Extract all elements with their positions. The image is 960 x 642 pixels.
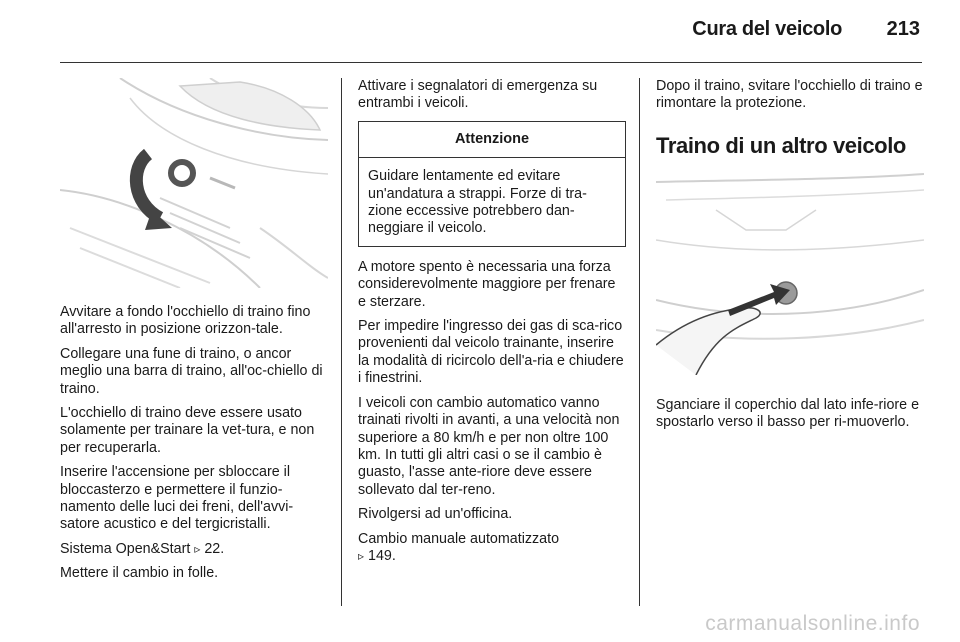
warning-text: Guidare lentamente ed evitare un'andatura a strappi. Forze di tra-zione eccessive potrebbero dan-neggiare il veicolo. bbox=[368, 168, 587, 237]
paragraph: Attivare i segnalatori di emergenza su entrambi i veicoli. bbox=[358, 78, 598, 112]
paragraph: L'occhiello di traino deve essere usato solamente per trainare la vet-tura, e non per recuperarla. bbox=[60, 405, 315, 456]
tow-eye-illustration bbox=[60, 78, 328, 288]
paragraph: Inserire l'accensione per sbloccare il bloccasterzo e permettere il funzio-namento delle luci dei freni, dell'avvi-satore acustico e del tergicristalli. bbox=[60, 464, 294, 533]
page-title: Cura del veicolo bbox=[692, 18, 842, 40]
column-left bbox=[60, 304, 328, 590]
page-reference-icon: ▹ bbox=[194, 541, 201, 556]
column-right bbox=[656, 78, 924, 439]
reference-page-link[interactable]: 22. bbox=[204, 540, 225, 557]
paragraph: I veicoli con cambio automatico vanno trainati rivolti in avanti, a una velocità non superiore a 80 km/h e per non oltre 100 km. In tutti gli altri casi o se il cambio è guasto, l'asse ante-riore deve essere sollevato dal ter-reno. bbox=[358, 394, 620, 498]
column-middle bbox=[358, 78, 626, 572]
paragraph: Mettere il cambio in folle. bbox=[60, 565, 219, 582]
page-number: 213 bbox=[886, 18, 920, 40]
reference-page-link[interactable]: 149. bbox=[368, 547, 396, 564]
warning-box bbox=[358, 121, 626, 247]
paragraph: Dopo il traino, svitare l'occhiello di traino e rimontare la protezione. bbox=[656, 78, 923, 112]
warning-heading: Attenzione bbox=[359, 122, 625, 158]
paragraph: A motore spento è necessaria una forza considerevolmente maggiore per frenare e sterzare. bbox=[358, 258, 616, 310]
page-reference-icon: ▹ bbox=[358, 548, 365, 563]
paragraph: Per impedire l'ingresso dei gas di sca-rico provenienti dal veicolo trainante, inserire la modalità di ricircolo dell'a-ria e chiudere i finestrini. bbox=[358, 318, 624, 387]
column-divider-left bbox=[341, 78, 342, 606]
paragraph: Rivolgersi ad un'officina. bbox=[358, 506, 513, 523]
reference-text: Sistema Open&Start bbox=[60, 540, 191, 557]
column-divider-right bbox=[639, 78, 640, 606]
paragraph: Sganciare il coperchio dal lato infe-riore e spostarlo verso il basso per ri-muoverlo. bbox=[656, 396, 920, 431]
illustration-spacer bbox=[656, 175, 924, 397]
section-title: Traino di un altro veicolo bbox=[656, 132, 906, 158]
header-rule bbox=[60, 62, 922, 63]
reference-text: Cambio manuale automatizzato bbox=[358, 530, 560, 547]
watermark: carmanualsonline.info bbox=[705, 612, 920, 635]
paragraph-reference bbox=[358, 531, 626, 566]
paragraph: Collegare una fune di traino, o ancor meglio una barra di traino, all'oc-chiello di traino. bbox=[60, 345, 323, 397]
paragraph-reference bbox=[60, 541, 328, 558]
paragraph: Avvitare a fondo l'occhiello di traino fino all'arresto in posizione orizzon-tale. bbox=[60, 304, 311, 338]
